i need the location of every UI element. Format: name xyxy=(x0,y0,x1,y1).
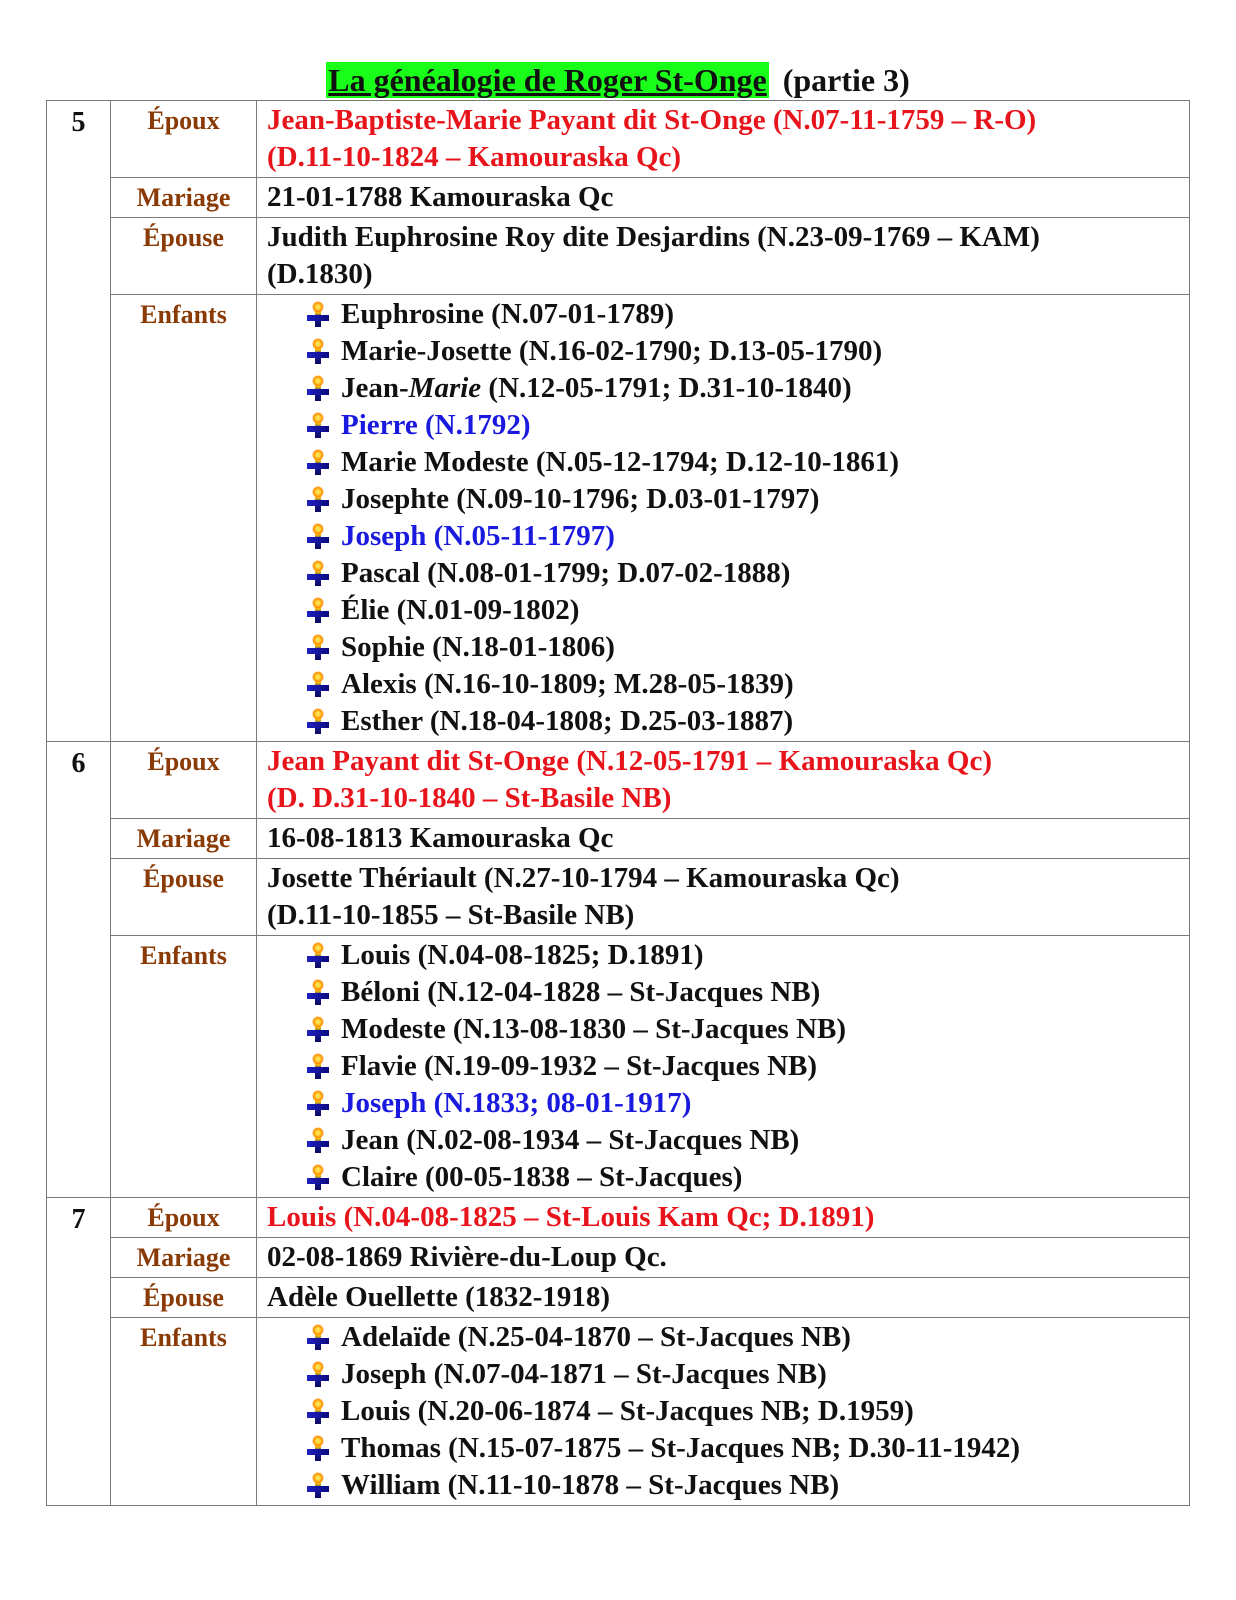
epoux-label: Époux xyxy=(111,742,257,819)
child-text: Pascal (N.08-01-1799; D.07-02-1888) xyxy=(341,557,791,589)
enfants-label: Enfants xyxy=(111,295,257,742)
child-text: Louis (N.20-06-1874 – St-Jacques NB; D.1959) xyxy=(341,1395,914,1427)
epoux-line: Jean-Baptiste-Marie Payant dit St-Onge (N.07-11-1759 – R-O) xyxy=(267,104,1037,136)
epouse-line: (D.1830) xyxy=(267,258,373,290)
gen-6-epoux-row xyxy=(47,742,1190,819)
child-text-part: Marie xyxy=(408,372,482,404)
cross-bullet-icon xyxy=(307,303,329,327)
enfants-label: Enfants xyxy=(111,1318,257,1506)
child-item xyxy=(307,444,1179,481)
child-text: Alexis (N.16-10-1809; M.28-05-1839) xyxy=(341,668,794,700)
child-text: Sophie (N.18-01-1806) xyxy=(341,631,615,663)
child-text: Béloni (N.12-04-1828 – St-Jacques NB) xyxy=(341,976,821,1008)
gen-7-epoux-row xyxy=(47,1198,1190,1238)
mariage-value: 02-08-1869 Rivière-du-Loup Qc. xyxy=(257,1238,1190,1278)
cross-bullet-icon xyxy=(307,1437,329,1461)
children-list xyxy=(267,296,1179,740)
epoux-value: Louis (N.04-08-1825 – St-Louis Kam Qc; D.1891) xyxy=(257,1198,1190,1238)
cross-bullet-icon xyxy=(307,944,329,968)
child-text: Euphrosine (N.07-01-1789) xyxy=(341,298,674,330)
child-item xyxy=(307,296,1179,333)
epoux-label: Époux xyxy=(111,1198,257,1238)
cross-bullet-icon xyxy=(307,1092,329,1116)
child-text: Adelaïde (N.25-04-1870 – St-Jacques NB) xyxy=(341,1321,851,1353)
cross-bullet-icon xyxy=(307,1400,329,1424)
child-item xyxy=(307,629,1179,666)
child-text: Thomas (N.15-07-1875 – St-Jacques NB; D.30-11-1942) xyxy=(341,1432,1021,1464)
child-text: Josephte (N.09-10-1796; D.03-01-1797) xyxy=(341,483,820,515)
child-item xyxy=(307,1356,1179,1393)
epouse-value xyxy=(257,859,1190,936)
page-title xyxy=(0,60,1236,100)
epouse-label: Épouse xyxy=(111,1278,257,1318)
child-item xyxy=(307,1430,1179,1467)
cross-bullet-icon xyxy=(307,562,329,586)
child-text: Claire (00-05-1838 – St-Jacques) xyxy=(341,1161,743,1193)
gen-5-epouse-row xyxy=(47,218,1190,295)
child-item xyxy=(307,666,1179,703)
enfants-list-cell xyxy=(257,936,1190,1198)
gen-7-mariage-row xyxy=(47,1238,1190,1278)
enfants-list-cell xyxy=(257,1318,1190,1506)
child-item xyxy=(307,937,1179,974)
genealogy-table xyxy=(46,100,1190,1506)
child-item xyxy=(307,1159,1179,1196)
child-text: Esther (N.18-04-1808; D.25-03-1887) xyxy=(341,705,794,737)
child-item xyxy=(307,1048,1179,1085)
epouse-value: Adèle Ouellette (1832-1918) xyxy=(257,1278,1190,1318)
generation-number: 7 xyxy=(47,1198,111,1506)
child-text: Joseph (N.07-04-1871 – St-Jacques NB) xyxy=(341,1358,827,1390)
cross-bullet-icon xyxy=(307,1326,329,1350)
child-text: Élie (N.01-09-1802) xyxy=(341,594,580,626)
cross-bullet-icon xyxy=(307,377,329,401)
cross-bullet-icon xyxy=(307,451,329,475)
mariage-label: Mariage xyxy=(111,178,257,218)
cross-bullet-icon xyxy=(307,1055,329,1079)
epoux-value xyxy=(257,101,1190,178)
epouse-line: Josette Thériault (N.27-10-1794 – Kamouraska Qc) xyxy=(267,862,900,894)
epouse-value xyxy=(257,218,1190,295)
cross-bullet-icon xyxy=(307,1363,329,1387)
generation-number: 6 xyxy=(47,742,111,1198)
generation-number: 5 xyxy=(47,101,111,742)
child-item xyxy=(307,407,1179,444)
mariage-value: 16-08-1813 Kamouraska Qc xyxy=(257,819,1190,859)
gen-5-enfants-row xyxy=(47,295,1190,742)
child-text: Flavie (N.19-09-1932 – St-Jacques NB) xyxy=(341,1050,818,1082)
gen-6-mariage-row xyxy=(47,819,1190,859)
gen-7-enfants-row xyxy=(47,1318,1190,1506)
child-text: Pierre (N.1792) xyxy=(341,409,531,441)
child-item xyxy=(307,1467,1179,1504)
epouse-label: Épouse xyxy=(111,218,257,295)
gen-6-epouse-row xyxy=(47,859,1190,936)
child-item xyxy=(307,1393,1179,1430)
cross-bullet-icon xyxy=(307,414,329,438)
child-item xyxy=(307,481,1179,518)
title-main: La généalogie de Roger St-Onge xyxy=(328,62,767,98)
cross-bullet-icon xyxy=(307,599,329,623)
child-text: Marie-Josette (N.16-02-1790; D.13-05-1790) xyxy=(341,335,883,367)
cross-bullet-icon xyxy=(307,488,329,512)
child-text xyxy=(341,370,852,407)
child-item xyxy=(307,592,1179,629)
epoux-line: (D.11-10-1824 – Kamouraska Qc) xyxy=(267,141,682,173)
child-item xyxy=(307,370,1179,407)
mariage-value: 21-01-1788 Kamouraska Qc xyxy=(257,178,1190,218)
child-item xyxy=(307,703,1179,740)
child-text: Joseph (N.05-11-1797) xyxy=(341,520,615,552)
children-list xyxy=(267,1319,1179,1504)
child-item xyxy=(307,974,1179,1011)
cross-bullet-icon xyxy=(307,710,329,734)
cross-bullet-icon xyxy=(307,340,329,364)
cross-bullet-icon xyxy=(307,1474,329,1498)
child-text: Marie Modeste (N.05-12-1794; D.12-10-1861) xyxy=(341,446,900,478)
epouse-line: (D.11-10-1855 – St-Basile NB) xyxy=(267,899,635,931)
epoux-label: Époux xyxy=(111,101,257,178)
child-text-part: Jean- xyxy=(341,372,409,404)
child-text: Louis (N.04-08-1825; D.1891) xyxy=(341,939,704,971)
enfants-label: Enfants xyxy=(111,936,257,1198)
epouse-label: Épouse xyxy=(111,859,257,936)
gen-5-epoux-row xyxy=(47,101,1190,178)
epoux-line: Jean Payant dit St-Onge (N.12-05-1791 – Kamouraska Qc) xyxy=(267,745,992,777)
epoux-value xyxy=(257,742,1190,819)
cross-bullet-icon xyxy=(307,1166,329,1190)
mariage-label: Mariage xyxy=(111,819,257,859)
cross-bullet-icon xyxy=(307,636,329,660)
enfants-list-cell xyxy=(257,295,1190,742)
child-item xyxy=(307,555,1179,592)
child-text: Modeste (N.13-08-1830 – St-Jacques NB) xyxy=(341,1013,847,1045)
child-text-part: (N.12-05-1791; D.31-10-1840) xyxy=(481,372,852,404)
cross-bullet-icon xyxy=(307,673,329,697)
cross-bullet-icon xyxy=(307,981,329,1005)
cross-bullet-icon xyxy=(307,1018,329,1042)
gen-7-epouse-row xyxy=(47,1278,1190,1318)
cross-bullet-icon xyxy=(307,525,329,549)
child-item xyxy=(307,1085,1179,1122)
child-item xyxy=(307,333,1179,370)
child-item xyxy=(307,1011,1179,1048)
child-item xyxy=(307,1122,1179,1159)
gen-5-mariage-row xyxy=(47,178,1190,218)
children-list xyxy=(267,937,1179,1196)
child-text: William (N.11-10-1878 – St-Jacques NB) xyxy=(341,1469,840,1501)
child-item xyxy=(307,1319,1179,1356)
child-text: Joseph (N.1833; 08-01-1917) xyxy=(341,1087,692,1119)
mariage-label: Mariage xyxy=(111,1238,257,1278)
child-item xyxy=(307,518,1179,555)
child-text: Jean (N.02-08-1934 – St-Jacques NB) xyxy=(341,1124,800,1156)
cross-bullet-icon xyxy=(307,1129,329,1153)
gen-6-enfants-row xyxy=(47,936,1190,1198)
epouse-line: Judith Euphrosine Roy dite Desjardins (N.23-09-1769 – KAM) xyxy=(267,221,1040,253)
title-part: (partie 3) xyxy=(782,62,910,98)
epoux-line: (D. D.31-10-1840 – St-Basile NB) xyxy=(267,782,672,814)
